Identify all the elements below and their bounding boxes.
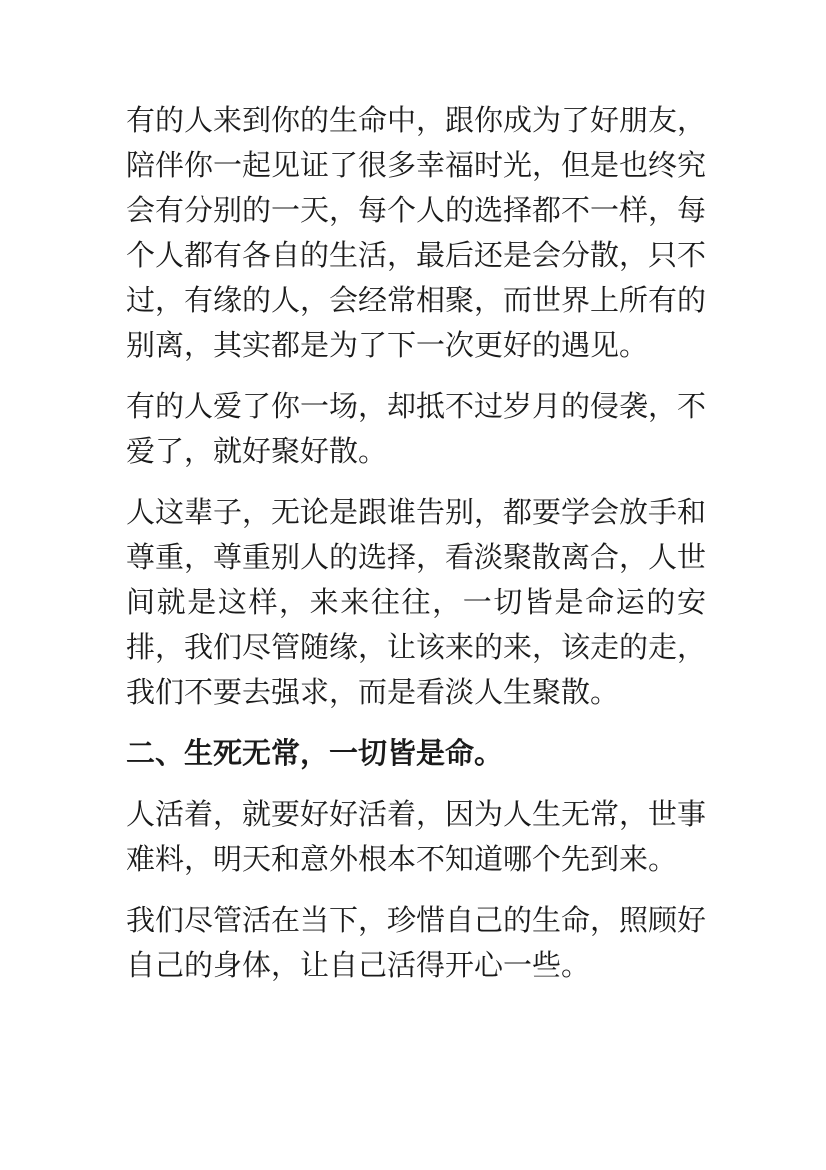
paragraph-2: 有的人爱了你一场，却抵不过岁月的侵袭，不爱了，就好聚好散。: [126, 389, 707, 468]
document-page: [126, 98, 706, 1004]
paragraph-5: 我们尽管活在当下，珍惜自己的生命，照顾好自己的身体，让自己活得开心一些。: [126, 903, 707, 982]
paragraph-1: 有的人来到你的生命中，跟你成为了好朋友，陪伴你一起见证了很多幸福时光，但是也终究会有分别的一天，每个人的选择都不一样，每个人都有各自的生活，最后还是会分散，只不过，有缘的人，会经常相聚，而世界上所有的别离，其实都是为了下一次更好的遇见。: [126, 103, 707, 362]
paragraph-4: 人活着，就要好好活着，因为人生无常，世事难料，明天和意外根本不知道哪个先到来。: [126, 797, 707, 876]
paragraph-3: 人这辈子，无论是跟谁告别，都要学会放手和尊重，尊重别人的选择，看淡聚散离合，人世间就是这样，来来往往，一切皆是命运的安排，我们尽管随缘，让该来的来，该走的走，我们不要去强求，而是看淡人生聚散。: [126, 495, 707, 709]
section-heading: 二、生死无常，一切皆是命。: [126, 736, 504, 770]
